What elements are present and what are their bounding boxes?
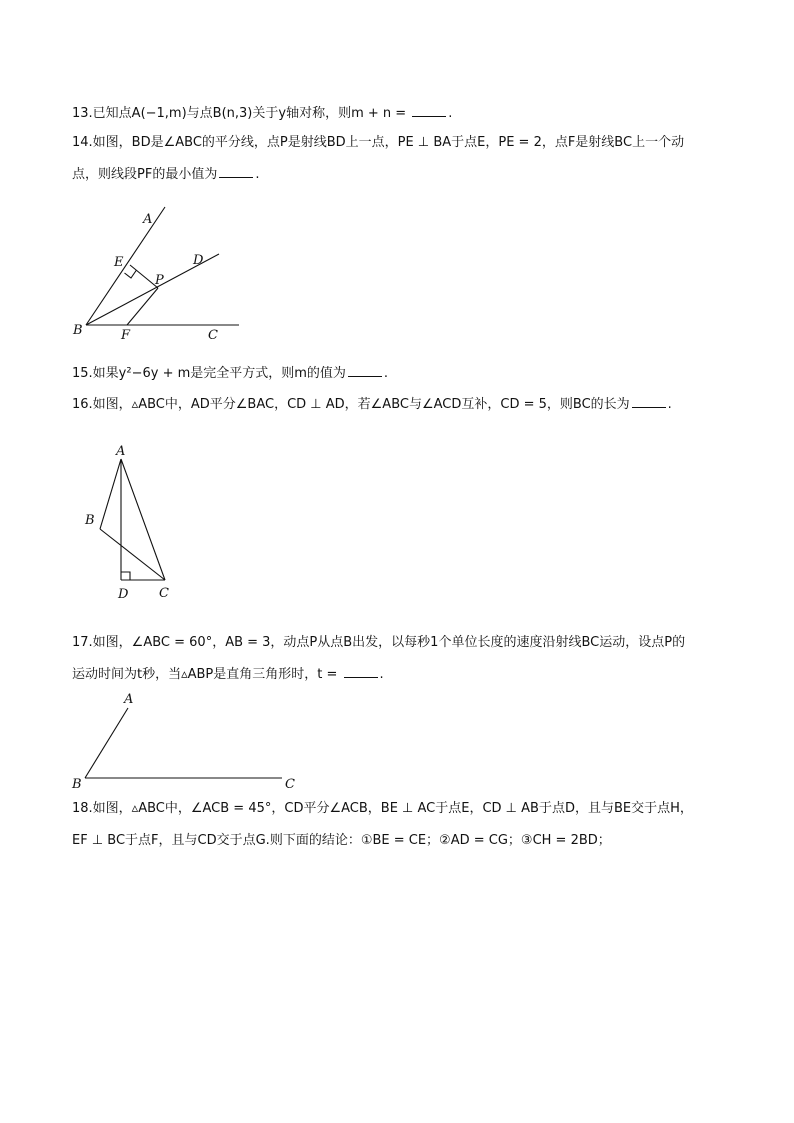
q14-label-c: C [208, 328, 218, 343]
q13-text: 13.已知点A(−1,m)与点B(n,3)关于y轴对称，则m + n = [72, 106, 411, 121]
q17-text2: 运动时间为t秒，当▵ABP是直角三角形时，t = [72, 667, 342, 682]
q16-label-a: A [116, 444, 126, 459]
q17-label-a: A [124, 692, 134, 707]
q18-line1: 18.如图，▵ABC中，∠ACB = 45°，CD平分∠ACB，BE ⊥ AC于点E，CD ⊥ AB于点D，且与BE交于点H， [72, 801, 693, 816]
q17-end: . [379, 667, 384, 682]
q14-text2: 点，则线段PF的最小值为 [72, 167, 218, 182]
q14-end: . [255, 167, 260, 182]
q14-line1: 14.如图，BD是∠ABC的平分线，点P是射线BD上一点，PE ⊥ BA于点E，PE = 2，点F是射线BC上一个动 [72, 135, 685, 150]
q16-label-c: C [159, 586, 169, 601]
q16-text: 16.如图，▵ABC中，AD平分∠BAC，CD ⊥ AD，若∠ABC与∠ACD互补，CD = 5，则BC的长为 [72, 397, 630, 412]
q15-text: 15.如果y²−6y + m是完全平方式，则m的值为 [72, 366, 346, 381]
q17-label-c: C [285, 777, 295, 792]
q14-label-a: A [143, 212, 153, 227]
q14-label-b: B [73, 323, 83, 338]
q17-segment-ba [85, 708, 128, 778]
q16-label-d: D [118, 587, 129, 602]
q17-line1: 17.如图，∠ABC = 60°，AB = 3，动点P从点B出发，以每秒1个单位长度的速度沿射线BC运动，设点P的 [72, 635, 686, 650]
q15-end: . [383, 366, 389, 381]
q16-end: . [667, 397, 672, 412]
q14-label-d: D [193, 253, 204, 268]
q18-line2: EF ⊥ BC于点F，且与CD交于点G.则下面的结论：①BE = CE；②AD = CG；③CH = 2BD； [72, 833, 611, 848]
q14-label-f: F [121, 328, 131, 343]
q13-end: . [448, 106, 453, 121]
q16-label-b: B [85, 513, 95, 528]
q17-label-b: B [72, 777, 82, 792]
q14-label-e: E [114, 255, 124, 270]
q14-label-p: P [155, 273, 164, 288]
